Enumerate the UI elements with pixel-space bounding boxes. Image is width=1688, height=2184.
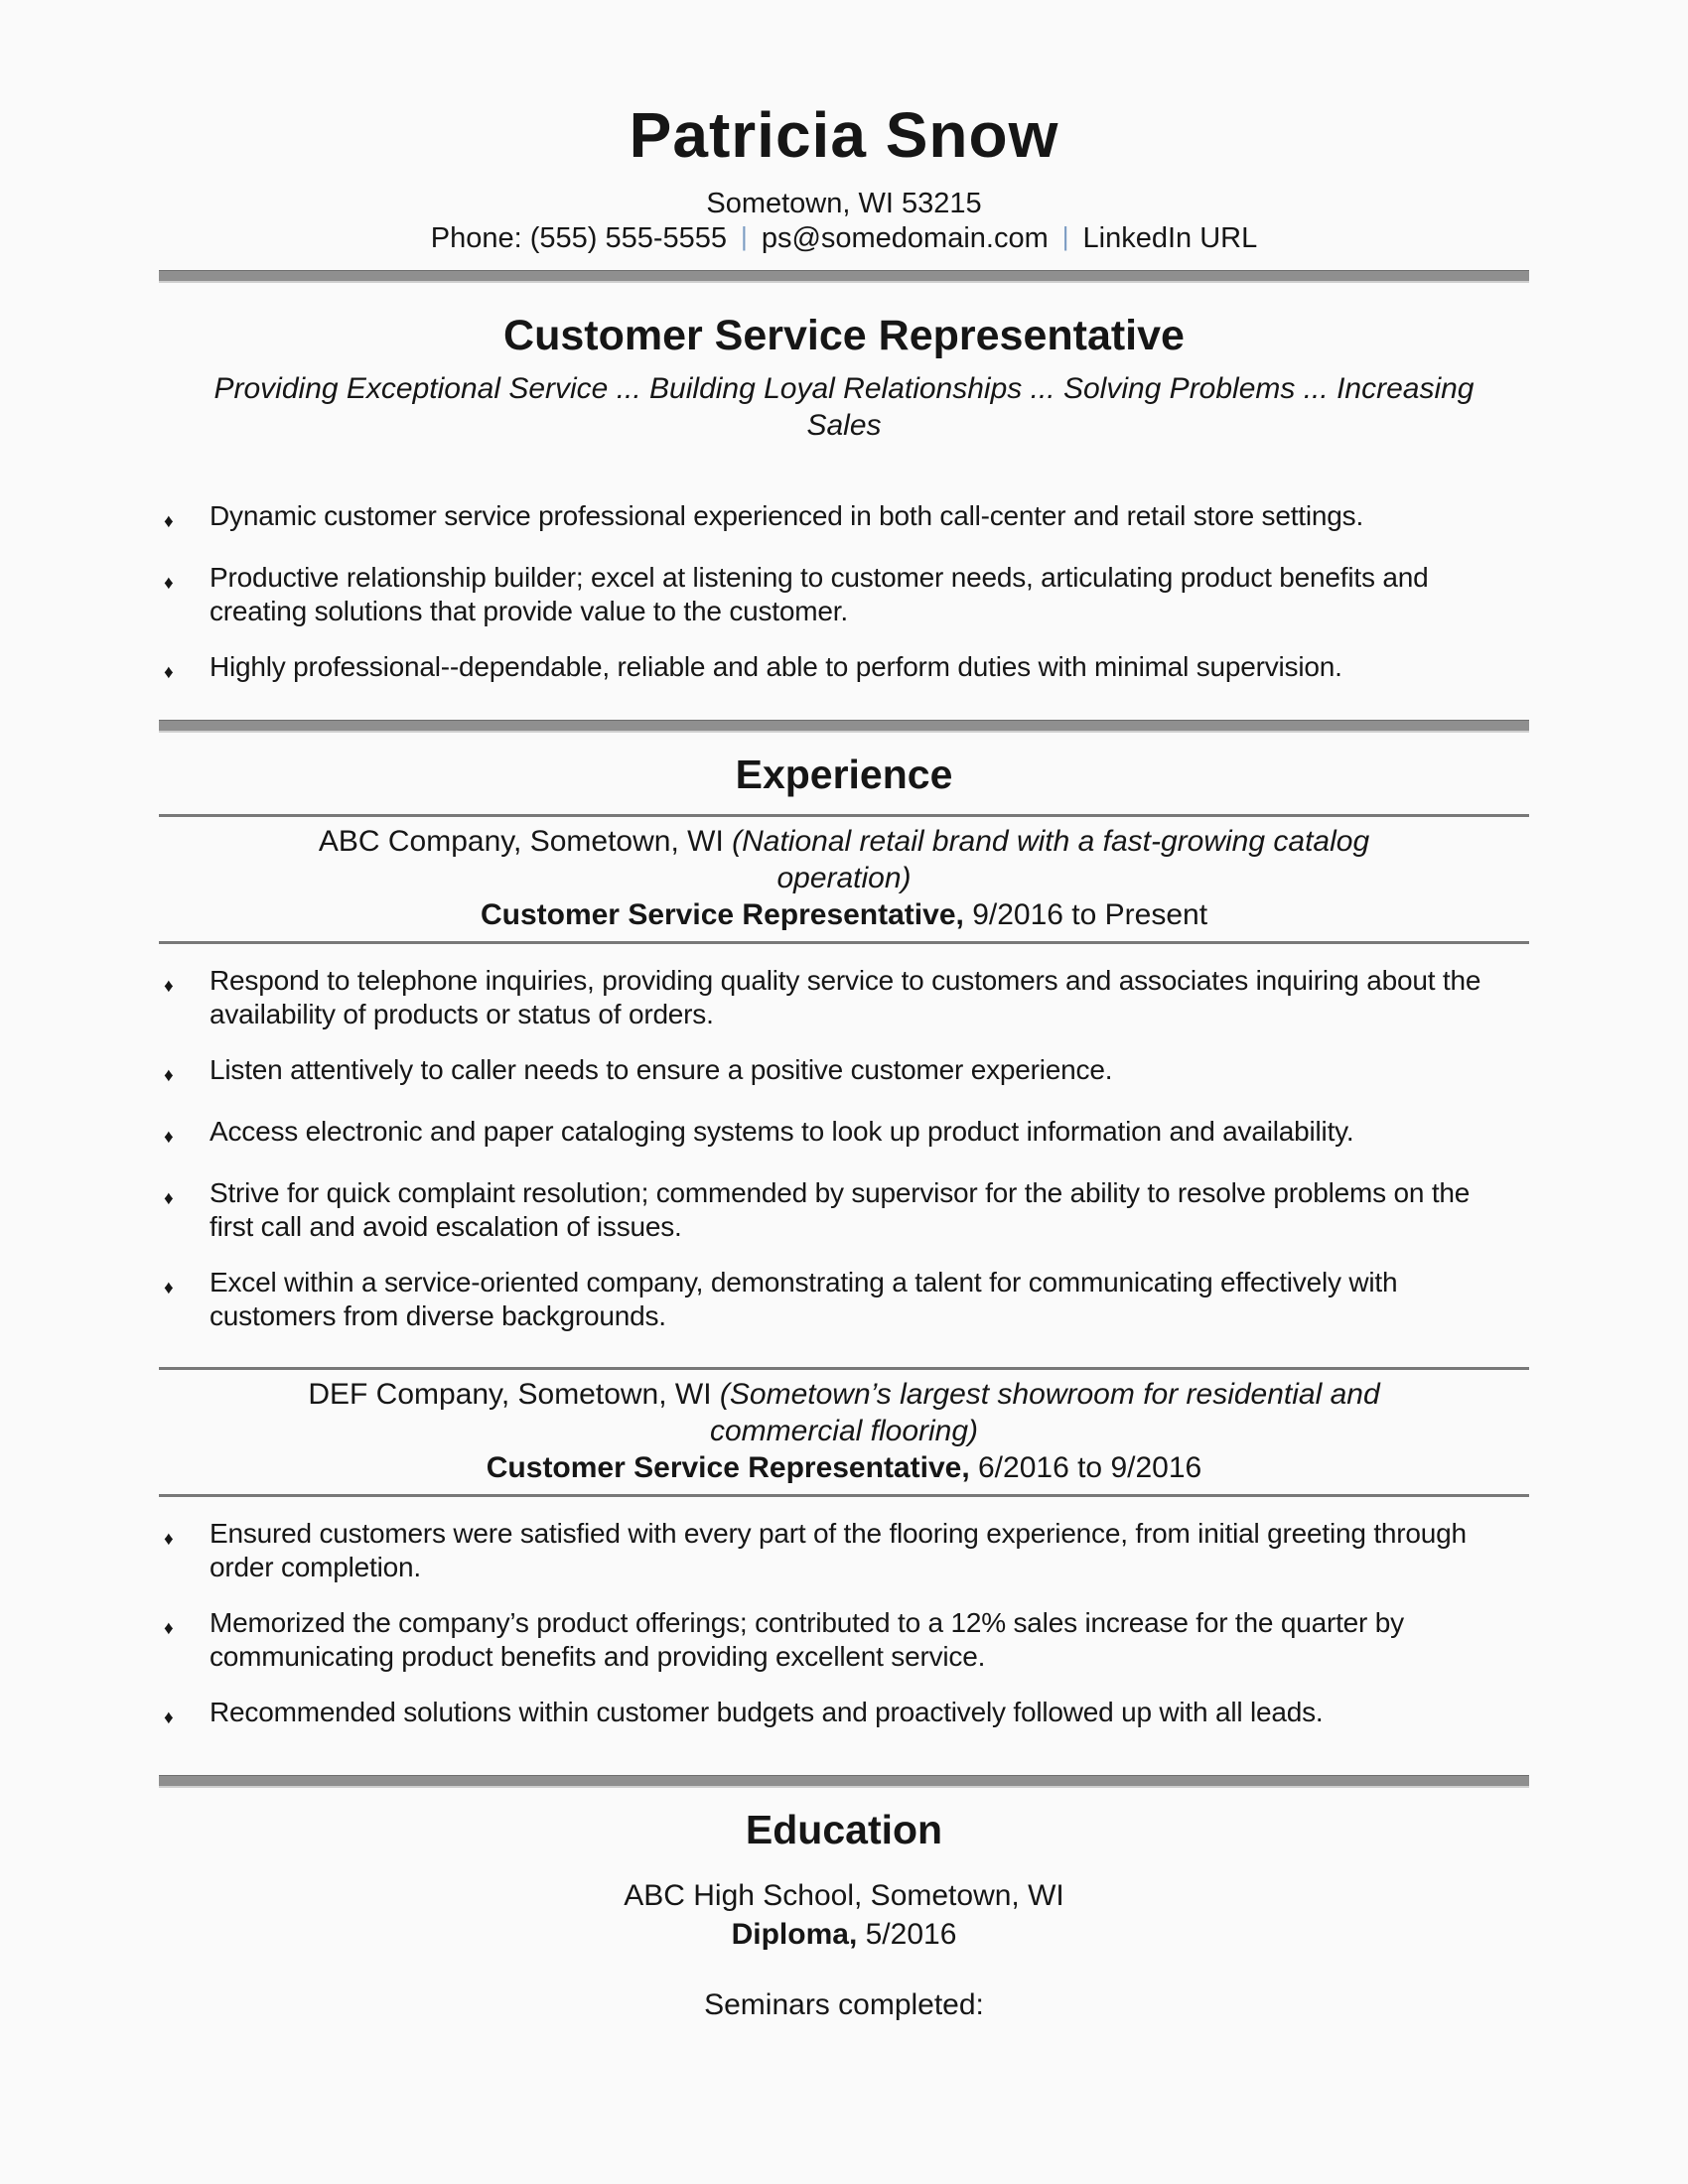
- job-bullet: [159, 1606, 1529, 1674]
- summary-bullet: [159, 650, 1529, 690]
- linkedin-text: LinkedIn URL: [1082, 222, 1258, 254]
- education-seminars-label: Seminars completed:: [704, 1988, 984, 2021]
- experience-job-abc: [159, 814, 1529, 1333]
- diamond-bullet-icon: ♦: [164, 1065, 174, 1086]
- education-degree-line: [159, 1916, 1529, 1953]
- diamond-bullet-icon: ♦: [164, 1188, 174, 1209]
- job-bullet: [159, 1266, 1529, 1333]
- job-company-line: [263, 823, 1425, 896]
- job-bullet: [159, 1115, 1529, 1155]
- bullet-text: Access electronic and paper cataloging systems to look up product information and availability.: [210, 1116, 1354, 1147]
- degree-date: 5/2016: [865, 1918, 957, 1951]
- diamond-bullet-icon: ♦: [164, 1127, 174, 1148]
- bullet-text: Productive relationship builder; excel at listening to customer needs, articulating product benefits and creating solutions that provide value to the customer.: [210, 562, 1429, 626]
- diamond-bullet-icon: ♦: [164, 1529, 174, 1550]
- candidate-name: Patricia Snow: [629, 99, 1059, 171]
- diamond-bullet-icon: ♦: [164, 662, 174, 683]
- bullet-text: Excel within a service-oriented company, demonstrating a talent for communicating effectively with customers from diverse backgrounds.: [210, 1267, 1398, 1331]
- bullet-text: Memorized the company’s product offerings; contributed to a 12% sales increase for the quarter by communicating product benefits and providing excellent service.: [210, 1607, 1404, 1672]
- job-bullet: [159, 1053, 1529, 1093]
- job-title-line: [159, 1449, 1529, 1486]
- job-bullet-list: [159, 964, 1529, 1333]
- job-bullet: [159, 1517, 1529, 1584]
- experience-divider-bar: [159, 720, 1529, 733]
- diamond-bullet-icon: ♦: [164, 1278, 174, 1298]
- experience-job-def: [159, 1367, 1529, 1735]
- job-company-line: [263, 1376, 1425, 1449]
- job-bullet: [159, 964, 1529, 1031]
- phone-text: Phone: (555) 555-5555: [430, 222, 728, 254]
- bullet-text: Dynamic customer service professional experienced in both call-center and retail store settings.: [210, 500, 1364, 531]
- summary-bullet: [159, 561, 1529, 628]
- education-divider-bar: [159, 1775, 1529, 1788]
- bullet-text: Highly professional--dependable, reliable and able to perform duties with minimal supervision.: [210, 651, 1342, 682]
- job-title-line: [159, 896, 1529, 933]
- diamond-bullet-icon: ♦: [164, 976, 174, 997]
- job-bullet-list: [159, 1517, 1529, 1735]
- header-divider-bar: [159, 270, 1529, 283]
- diamond-bullet-icon: ♦: [164, 573, 174, 594]
- education-heading: Education: [745, 1807, 943, 1852]
- diamond-bullet-icon: ♦: [164, 511, 174, 532]
- job-dates: 9/2016 to Present: [972, 898, 1208, 931]
- summary-bullet-list: [159, 499, 1529, 690]
- summary-bullet: [159, 499, 1529, 539]
- company-descriptor: (National retail brand with a fast-growing catalog operation): [732, 825, 1370, 894]
- job-bullet: [159, 1176, 1529, 1244]
- email-text: ps@somedomain.com: [761, 222, 1049, 254]
- job-bullet: [159, 1696, 1529, 1735]
- company-descriptor: (Sometown’s largest showroom for residential and commercial flooring): [709, 1378, 1380, 1447]
- bullet-text: Strive for quick complaint resolution; commended by supervisor for the ability to resolve problems on the first call and avoid escalation of issues.: [210, 1177, 1471, 1242]
- job-dates: 6/2016 to 9/2016: [978, 1451, 1202, 1484]
- job-header: [159, 1367, 1529, 1497]
- address-line: Sometown, WI 53215: [706, 188, 982, 219]
- job-title: Customer Service Representative,: [486, 1451, 970, 1484]
- tagline: Providing Exceptional Service ... Building Loyal Relationships ... Solving Problems ... Increasing Sales: [213, 372, 1475, 442]
- resume-headline: Customer Service Representative: [503, 312, 1185, 359]
- education-school: ABC High School, Sometown, WI: [624, 1879, 1064, 1912]
- contact-line: [159, 220, 1529, 256]
- bullet-text: Respond to telephone inquiries, providing quality service to customers and associates inquiring about the availability of products or status of orders.: [210, 965, 1481, 1029]
- job-title: Customer Service Representative,: [480, 898, 964, 931]
- diamond-bullet-icon: ♦: [164, 1618, 174, 1639]
- bullet-text: Ensured customers were satisfied with every part of the flooring experience, from initial greeting through order completion.: [210, 1518, 1467, 1582]
- separator-pipe: |: [741, 221, 748, 251]
- diamond-bullet-icon: ♦: [164, 1707, 174, 1728]
- experience-heading: Experience: [735, 751, 953, 797]
- company-name: ABC Company, Sometown, WI: [318, 825, 724, 858]
- job-header: [159, 814, 1529, 944]
- separator-pipe: |: [1061, 221, 1069, 251]
- company-name: DEF Company, Sometown, WI: [308, 1378, 712, 1411]
- degree-name: Diploma,: [731, 1918, 858, 1951]
- bullet-text: Recommended solutions within customer budgets and proactively followed up with all leads.: [210, 1697, 1324, 1727]
- bullet-text: Listen attentively to caller needs to ensure a positive customer experience.: [210, 1054, 1113, 1085]
